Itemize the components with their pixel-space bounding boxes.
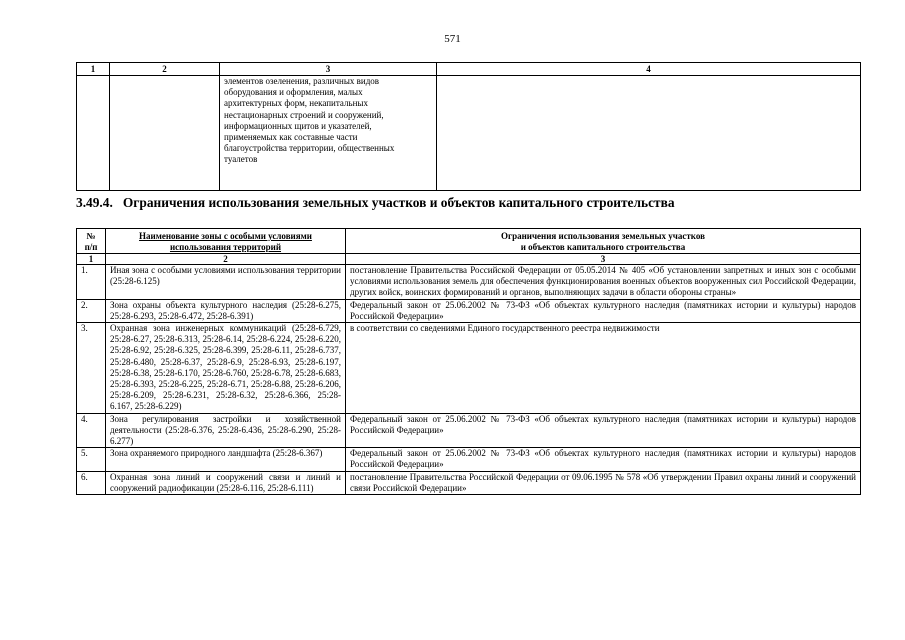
restriction-text: Федеральный закон от 25.06.2002 № 73-ФЗ «Об объектах культурного наследия (памятниках истории и культуры) народов Российской Федерации» [346,413,861,448]
cell-col3 [220,76,437,191]
row-number: 3. [77,323,106,414]
row-number: 2. [77,299,106,322]
zone-name: Зона регулирования застройки и хозяйственной деятельности (25:28-6.376, 25:28-6.436, 25:28-6.290, 25:28-6.277) [106,413,346,448]
restriction-text: в соответствии со сведениями Единого государственного реестра недвижимости [346,323,861,414]
text-line: туалетов [224,154,258,165]
table-row [77,323,861,414]
header-zone [106,229,346,254]
column-number-row [77,63,861,76]
header-row [77,229,861,254]
header-restrictions [346,229,861,254]
text-line: архитектурных форм, некапитальных [224,98,368,109]
column-number: 3 [220,63,437,76]
column-number: 1 [77,63,110,76]
section-heading [76,195,866,211]
text-line: благоустройства территории, общественных [224,143,395,154]
header-line: Ограничения использования земельных участков [501,231,705,241]
column-number: 3 [346,254,861,265]
text-line: элементов озеленения, различных видов [224,76,380,86]
continuation-table [76,62,861,191]
text-line: применяемых как составные части [224,132,358,143]
header-line: № [86,231,96,241]
row-number: 5. [77,448,106,471]
text-line: оборудования и оформления, малых [224,87,363,98]
row-number: 6. [77,471,106,494]
zone-name: Охранная зона линий и сооружений связи и линий и сооружений радиофикации (25:28-6.116, 25:28-6.111) [106,471,346,494]
restriction-text: Федеральный закон от 25.06.2002 № 73-ФЗ «Об объектах культурного наследия (памятниках истории и культуры) народов Российской Федерации» [346,299,861,322]
header-line: и объектов капитального строительства [520,241,686,252]
row-number: 4. [77,413,106,448]
restriction-text: постановление Правительства Российской Федерации от 09.06.1995 № 578 «Об утверждении Правил охраны линий и сооружений связи Российской Федерации» [346,471,861,494]
table-row [77,448,861,471]
header-num [77,229,106,254]
header-line: использования территорий [169,241,282,252]
zone-name: Зона охраны объекта культурного наследия (25:28-6.275, 25:28-6.293, 25:28-6.472, 25:28-6.391) [106,299,346,322]
cell-col4 [437,76,861,191]
column-number: 1 [77,254,106,265]
zone-name: Охранная зона инженерных коммуникаций (25:28-6.729, 25:28-6.27, 25:28-6.313, 25:28-6.14, 25:28-6.224, 25:28-6.220, 25:28-6.92, 25:28-6.325, 25:28-6.399, 25:28-6.11, 25:28-6.737, 25:28-6.480, 25:28-6.37, 25:28-6.9, 25:28-6.93, 25:28-6.197, 25:28-6.38, 25:28-6.170, 25:28-6.760, 25:28-6.78, 25:28-6.683, 25:28-6.393, 25:28-6.225, 25:28-6.71, 25:28-6.88, 25:28-6.206, 25:28-6.209, 25:28-6.231, 25:28-6.32, 25:28-6.366, 25:28-6.167, 25:28-6.229) [106,323,346,414]
table-row [77,76,861,191]
restriction-text: Федеральный закон от 25.06.2002 № 73-ФЗ «Об объектах культурного наследия (памятниках истории и культуры) народов Российской Федерации» [346,448,861,471]
text-line: нестационарных строений и сооружений, [224,109,384,120]
column-number: 2 [106,254,346,265]
table-row [77,265,861,300]
text-line: информационных щитов и указателей, [224,120,372,131]
page-number: 571 [444,33,461,45]
section-number: 3.49.4. [76,195,113,210]
section-title: Ограничения использования земельных участков и объектов капитального строительства [122,195,675,210]
cell-col1 [77,76,110,191]
table-row [77,413,861,448]
row-number: 1. [77,265,106,300]
column-number: 2 [110,63,220,76]
cell-col2 [110,76,220,191]
column-number: 4 [437,63,861,76]
zone-name: Иная зона с особыми условиями использования территории (25:28-6.125) [106,265,346,300]
restrictions-table [76,228,861,495]
restriction-text: постановление Правительства Российской Федерации от 05.05.2014 № 405 «Об установлении запретных и иных зон с особыми условиями использования земель для обеспечения функционирования военных объектов вооруженных сил Российской Федерации, других войск, воинских формирований и органов, выполняющих задачи в области обороны страны» [346,265,861,300]
column-number-row [77,254,861,265]
zone-name: Зона охраняемого природного ландшафта (25:28-6.367) [106,448,346,471]
header-line: п/п [84,241,98,252]
header-line: Наименование зоны с особыми условиями [139,231,312,241]
table-row [77,471,861,494]
table-row [77,299,861,322]
